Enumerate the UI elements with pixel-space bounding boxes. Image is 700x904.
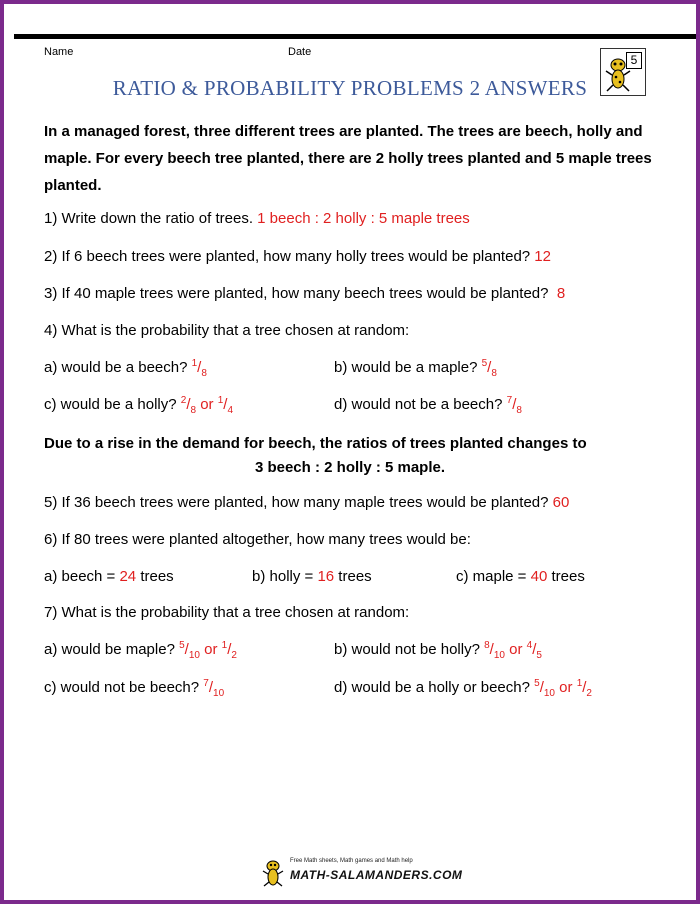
question-1-text: 1) Write down the ratio of trees.: [44, 210, 253, 227]
question-6a: a) beech = 24 trees: [44, 568, 174, 585]
worksheet-page: [4, 4, 696, 900]
question-7b-text: b) would not be holly?: [334, 641, 480, 658]
question-4d: [334, 395, 522, 416]
question-7a: [44, 640, 237, 661]
footer-logo: [260, 856, 463, 888]
question-4a-answer: $^1/_8$: [191, 358, 207, 379]
question-7c: [44, 678, 225, 699]
question-5-text: 5) If 36 beech trees were planted, how many maple trees would be planted?: [44, 494, 549, 511]
question-1: [44, 210, 470, 227]
question-2: [44, 248, 551, 265]
question-7c-text: c) would not be beech?: [44, 679, 200, 696]
question-7d-answer: $^5/_{10}$ or $^1/_2$: [534, 678, 592, 699]
question-3: [44, 285, 565, 302]
question-7d-text: d) would be a holly or beech?: [334, 679, 530, 696]
question-2-text: 2) If 6 beech trees were planted, how many holly trees would be planted?: [44, 248, 531, 265]
question-3-answer: 8: [556, 285, 566, 302]
date-label: Date: [288, 46, 312, 58]
question-4b: [334, 358, 497, 379]
logo-number: 5: [626, 52, 642, 69]
ratio-change-text: Due to a rise in the demand for beech, the ratios of trees planted changes to: [44, 435, 587, 452]
question-6b: b) holly = 16 trees: [252, 568, 372, 585]
question-4c: [44, 395, 234, 416]
question-2-answer: 12: [534, 248, 551, 265]
salamander-icon: [260, 857, 286, 887]
page-title: RATIO & PROBABILITY PROBLEMS 2 ANSWERS: [112, 76, 588, 100]
footer-tagline: Free Math sheets, Math games and Math help: [290, 858, 413, 864]
question-6b-answer: 16: [317, 568, 335, 585]
question-4c-answer: $^2/_8$ or $^1/_4$: [180, 395, 234, 416]
name-label: Name: [44, 46, 74, 58]
question-7b: [334, 640, 542, 661]
question-4d-answer: $^7/_8$: [506, 395, 522, 416]
intro-paragraph: In a managed forest, three different trees are planted. The trees are beech, holly and maple. For every beech tree planted, there are 2 holly trees planted and 5 maple trees planted.: [44, 123, 652, 194]
question-4a-text: a) would be a beech?: [44, 359, 188, 376]
question-7: 7) What is the probability that a tree chosen at random:: [44, 604, 410, 621]
question-7a-answer: $^5/_{10}$ or $^1/_2$: [179, 640, 237, 661]
question-1-answer: 1 beech : 2 holly : 5 maple trees: [257, 210, 470, 227]
question-4d-text: d) would not be a beech?: [334, 396, 503, 413]
question-7b-answer: $^8/_{10}$ or $^4/_5$: [484, 640, 542, 661]
question-4b-answer: $^5/_8$: [481, 358, 497, 379]
header-rule: [14, 34, 696, 39]
question-3-text: 3) If 40 maple trees were planted, how many beech trees would be planted?: [44, 285, 549, 302]
question-7a-text: a) would be maple?: [44, 641, 175, 658]
question-4: 4) What is the probability that a tree chosen at random:: [44, 322, 410, 339]
question-4c-text: c) would be a holly?: [44, 396, 177, 413]
question-6: 6) If 80 trees were planted altogether, how many trees would be:: [44, 531, 471, 548]
question-5-answer: 60: [552, 494, 570, 511]
question-5: [44, 494, 569, 511]
question-4b-text: b) would be a maple?: [334, 359, 478, 376]
footer-site: MATH-SALAMANDERS.COM: [290, 868, 463, 882]
question-4a: [44, 358, 207, 379]
question-7d: [334, 678, 592, 699]
question-6c: c) maple = 40 trees: [456, 568, 585, 585]
question-6a-answer: 24: [119, 568, 137, 585]
question-7c-answer: $^7/_{10}$: [203, 678, 225, 699]
question-6c-answer: 40: [530, 568, 548, 585]
new-ratio: 3 beech : 2 holly : 5 maple.: [254, 459, 446, 476]
